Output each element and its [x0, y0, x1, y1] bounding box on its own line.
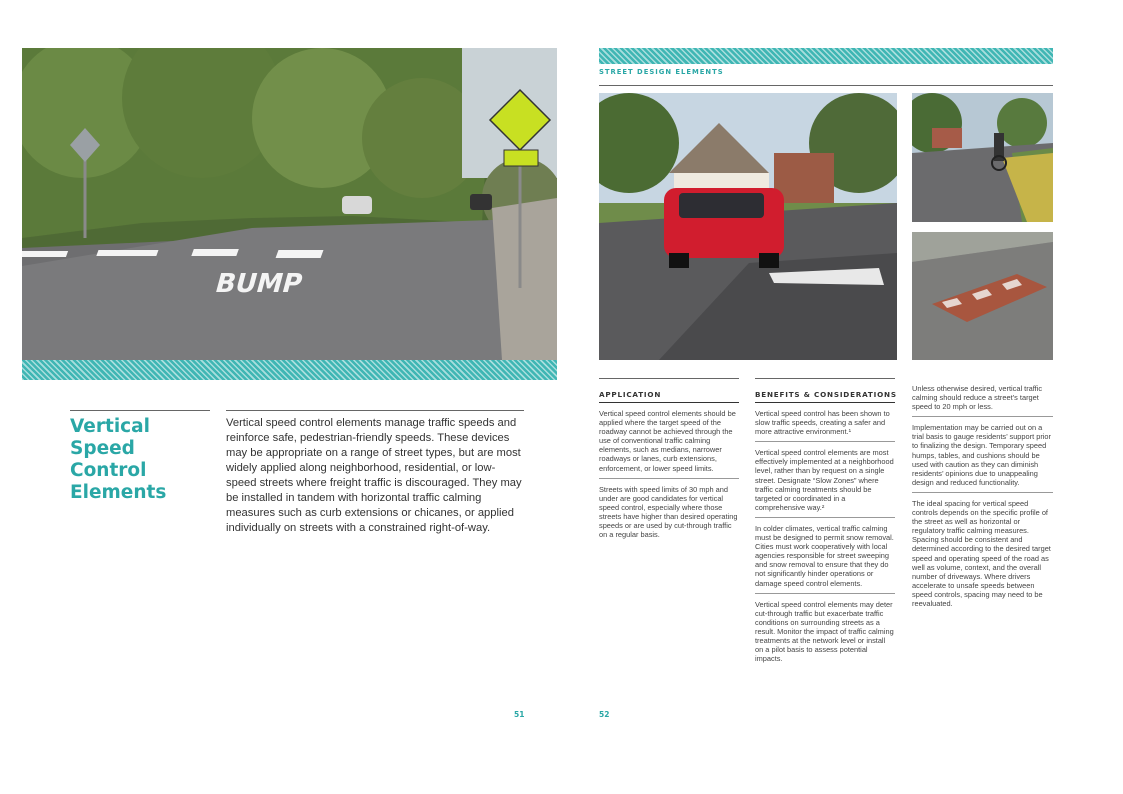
third-separator-2: [912, 492, 1053, 493]
section-rule: [599, 85, 1053, 86]
benefits-separator-2: [755, 517, 895, 518]
third-paragraph-1: Unless otherwise desired, vertical traffic calming should reduce a street’s target speed to 20 mph or less.: [912, 384, 1043, 412]
third-separator-1: [912, 416, 1053, 417]
application-separator: [599, 478, 739, 479]
benefits-heading: BENEFITS & CONSIDERATIONS: [755, 390, 897, 399]
benefits-paragraph-3: In colder climates, vertical traffic calming must be designed to permit snow removal. Cities must work cooperatively with local agencies responsible for street sweeping and snow removal to ensure that they do not significantly hinder operations or damage speed control elements.: [755, 523, 894, 588]
right-hatch-band: [599, 48, 1053, 64]
title-line-1: Vertical: [70, 416, 150, 437]
benefits-paragraph-4: Vertical speed control elements may deter cut-through traffic but exacerbate traffic conditions on surrounding streets as a result. Monitor the impact of traffic calming treatments at the network level or install on a pilot basis to assess potential impacts.: [755, 599, 894, 664]
speed-bump-street-photo: [22, 48, 557, 360]
benefits-paragraph-1: Vertical speed control has been shown to slow traffic speeds, creating a safer and more attractive environment.¹: [755, 409, 890, 437]
third-column: [912, 384, 1053, 608]
application-heading: APPLICATION: [599, 390, 662, 399]
bump-road-marking: BUMP: [211, 268, 306, 299]
benefits-rule: [755, 402, 895, 403]
benefits-top-rule: [755, 378, 895, 379]
title-rule: [70, 410, 210, 411]
benefits-separator-3: [755, 593, 895, 594]
benefits-separator-1: [755, 441, 895, 442]
application-paragraph-1: Vertical speed control elements should be applied where the target speed of the roadway cannot be achieved through the use of conventional traffic calming elements, such as medians, narrower roadways or lanes, curb extensions, enforcement, or lower speed limits.: [599, 409, 736, 473]
benefits-paragraph-2: Vertical speed control elements are most effectively implemented at a neighborhood level, rather than by request on a single street. Designate “Slow Zones” where traffic calming treatments should be targeted or coordinated in a comprehensive way.²: [755, 448, 894, 512]
section-label: STREET DESIGN ELEMENTS: [599, 68, 724, 76]
application-rule: [599, 402, 739, 403]
left-hatch-band: [22, 360, 557, 380]
intro-rule: [226, 410, 524, 411]
page-number-left: 51: [514, 710, 525, 719]
application-column: [599, 409, 739, 539]
third-paragraph-2: Implementation may be carried out on a trial basis to gauge residents’ support prior to finalizing the design. Temporary speed humps, tables, and cushions should be used with caution as they can diminish residents’ opinions due to unappealing design and reduced functionality.: [912, 423, 1051, 487]
page-title: [70, 416, 210, 504]
application-paragraph-2: Streets with speed limits of 30 mph and under are good candidates for vertical speed control, especially where those streets have higher than desired operating speeds or are used by cut-through traffic on a regular basis.: [599, 484, 738, 540]
red-speed-table-photo: [912, 232, 1053, 360]
page-number-right: 52: [599, 710, 610, 719]
cyclist-street-photo: [912, 93, 1053, 222]
intro-paragraph: Vertical speed control elements manage traffic speeds and reinforce safe, pedestrian-friendly speeds. These devices may be appropriate on a range of street types, but are most widely applied along neighborhood, residential, or low-speed streets where freight traffic is discouraged. They may be installed in tandem with horizontal traffic calming measures such as curb extensions or chicanes, or applied individually on streets with a constrained right-of-way.: [226, 417, 522, 534]
application-top-rule: [599, 378, 739, 379]
third-paragraph-3: The ideal spacing for vertical speed controls depends on the specific profile of the street as well as horizontal or regulatory traffic calming measures. Spacing should be consistent and determined according to the desired target speed and operating speed of the road as well as volume, context, and the overall number of driveways. Where drivers accelerate to unsafe speeds between speed controls, spacing may need to be reevaluated.: [912, 498, 1051, 608]
red-car-speed-hump-photo: [599, 93, 897, 360]
benefits-column: [755, 409, 895, 663]
title-line-3: Elements: [70, 482, 167, 503]
title-line-2: Speed Control: [70, 438, 147, 481]
